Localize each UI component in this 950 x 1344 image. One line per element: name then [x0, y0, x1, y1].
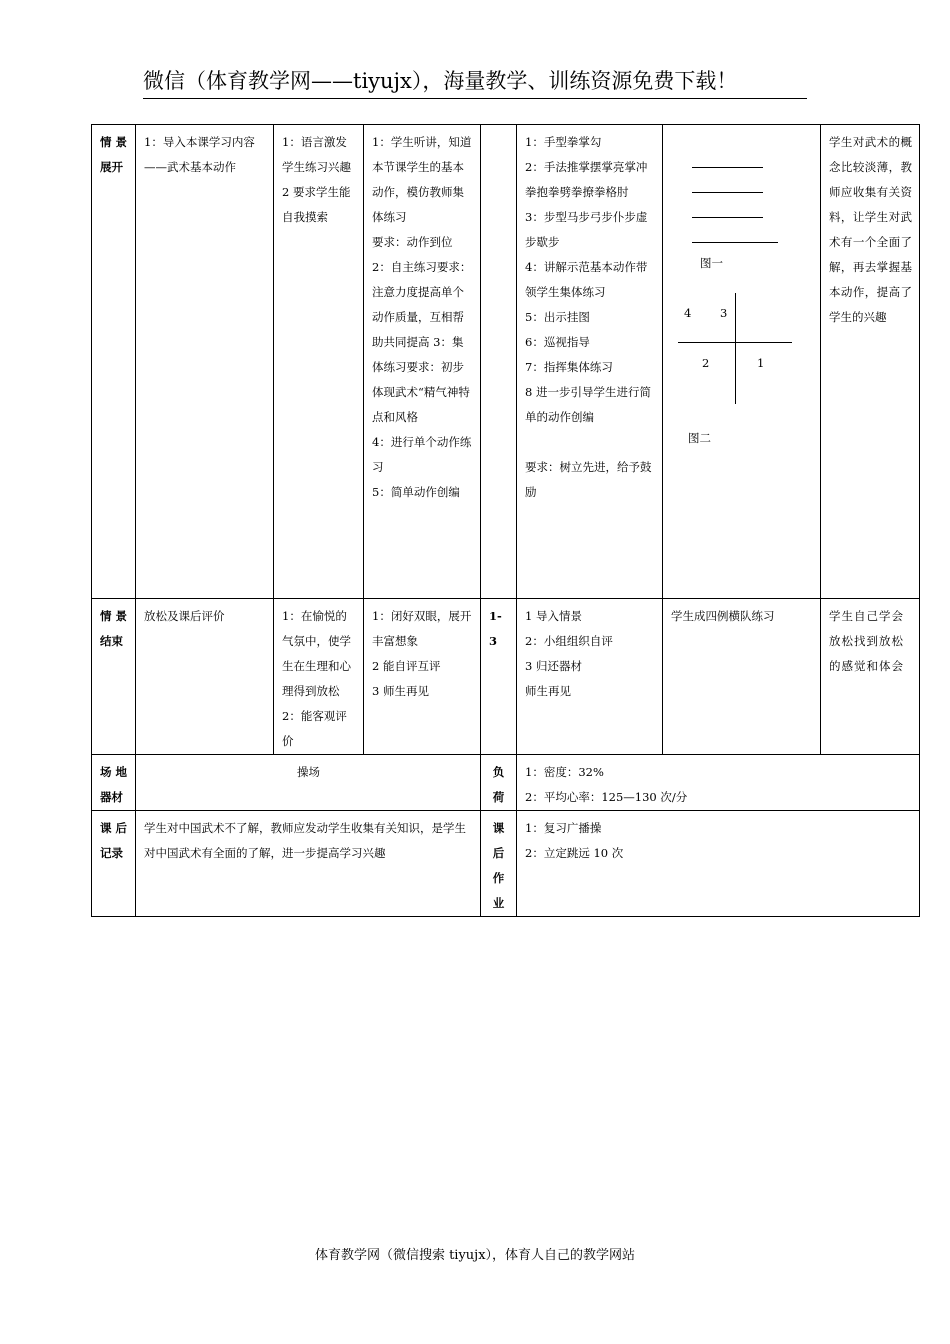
homework-label: 课 后 作 业 — [481, 811, 517, 917]
figure1-label: 图一 — [700, 256, 723, 270]
row2-student-activity: 1：闭好双眼，展开丰富想象 2 能自评互评 3 师生再见 — [364, 599, 481, 755]
row1-formation-diagram — [663, 125, 821, 599]
row3-label: 场 地 器材 — [92, 755, 136, 811]
row2-teacher-activity: 1 导入情景 2：小组组织自评 3 归还器材 师生再见 — [517, 599, 663, 755]
page-footer: 体育教学网（微信搜索 tiyujx），体育人自己的教学网站 — [314, 1248, 636, 1263]
figure2-label: 图二 — [688, 431, 711, 445]
row1-teacher-activity: 1：手型拳掌勾 2：手法推掌摆掌亮掌冲拳抱拳劈拳撩拳格肘 3：步型马步弓步仆步虚步歇步 4：讲解示范基本动作带领学生集体练习 5：出示挂图 6：巡视指导 7：指挥集体练习 8 进一步引导学生进行简单的动作创编 要求：树立先进，给予鼓励 — [517, 125, 663, 599]
row4-label: 课 后 记录 — [92, 811, 136, 917]
row2-formation: 学生成四例横队练习 — [663, 599, 821, 755]
homework-values: 1：复习广播操 2：立定跳远 10 次 — [517, 811, 920, 917]
row-after-class — [92, 811, 920, 917]
row2-notes: 学生自己学会放松找到放松的感觉和体会 — [821, 599, 920, 755]
class-record: 学生对中国武术不了解，教师应发动学生收集有关知识，是学生对中国武术有全面的了解，进一步提高学习兴趣 — [136, 811, 481, 917]
quadrant-4: 4 — [684, 306, 692, 320]
lesson-plan-table — [91, 124, 920, 917]
row2-content: 放松及课后评价 — [136, 599, 274, 755]
load-label: 负 荷 — [481, 755, 517, 811]
row1-content: 1：导入本课学习内容 ——武术基本动作 — [136, 125, 274, 599]
quadrant-2: 2 — [702, 356, 710, 370]
row2-time: 1-3 — [481, 599, 517, 755]
row1-notes: 学生对武术的概念比较淡薄，教师应收集有关资料，让学生对武术有一个全面了解，再去掌握基本动作，提高了学生的兴趣 — [821, 125, 920, 599]
row-scenario-end — [92, 599, 920, 755]
row1-goals: 1：语言激发学生练习兴趣 2 要求学生能自我摸索 — [274, 125, 364, 599]
row1-time — [481, 125, 517, 599]
row-venue-load — [92, 755, 920, 811]
load-values: 1：密度：32% 2：平均心率：125—130 次/分 — [517, 755, 920, 811]
venue-value: 操场 — [136, 755, 481, 811]
row1-label: 情 景 展开 — [92, 125, 136, 599]
row1-student-activity: 1：学生听讲，知道本节课学生的基本动作，模仿教师集体练习 要求：动作到位 2：自主练习要求：注意力度提高单个动作质量，互相帮助共同提高 3：集体练习要求：初步体现武术“精气神特点和风格 4：进行单个动作练习 5：简单动作创编 — [364, 125, 481, 599]
quadrant-3: 3 — [720, 306, 728, 320]
row2-label: 情 景 结束 — [92, 599, 136, 755]
row2-goals: 1：在愉悦的气氛中，使学生在生理和心理得到放松 2：能客观评价 — [274, 599, 364, 755]
quadrant-1: 1 — [757, 356, 765, 370]
page-header: 微信（体育教学网——tiyujx），海量教学、训练资源免费下载！ — [143, 66, 807, 99]
row-scenario-development — [92, 125, 920, 599]
